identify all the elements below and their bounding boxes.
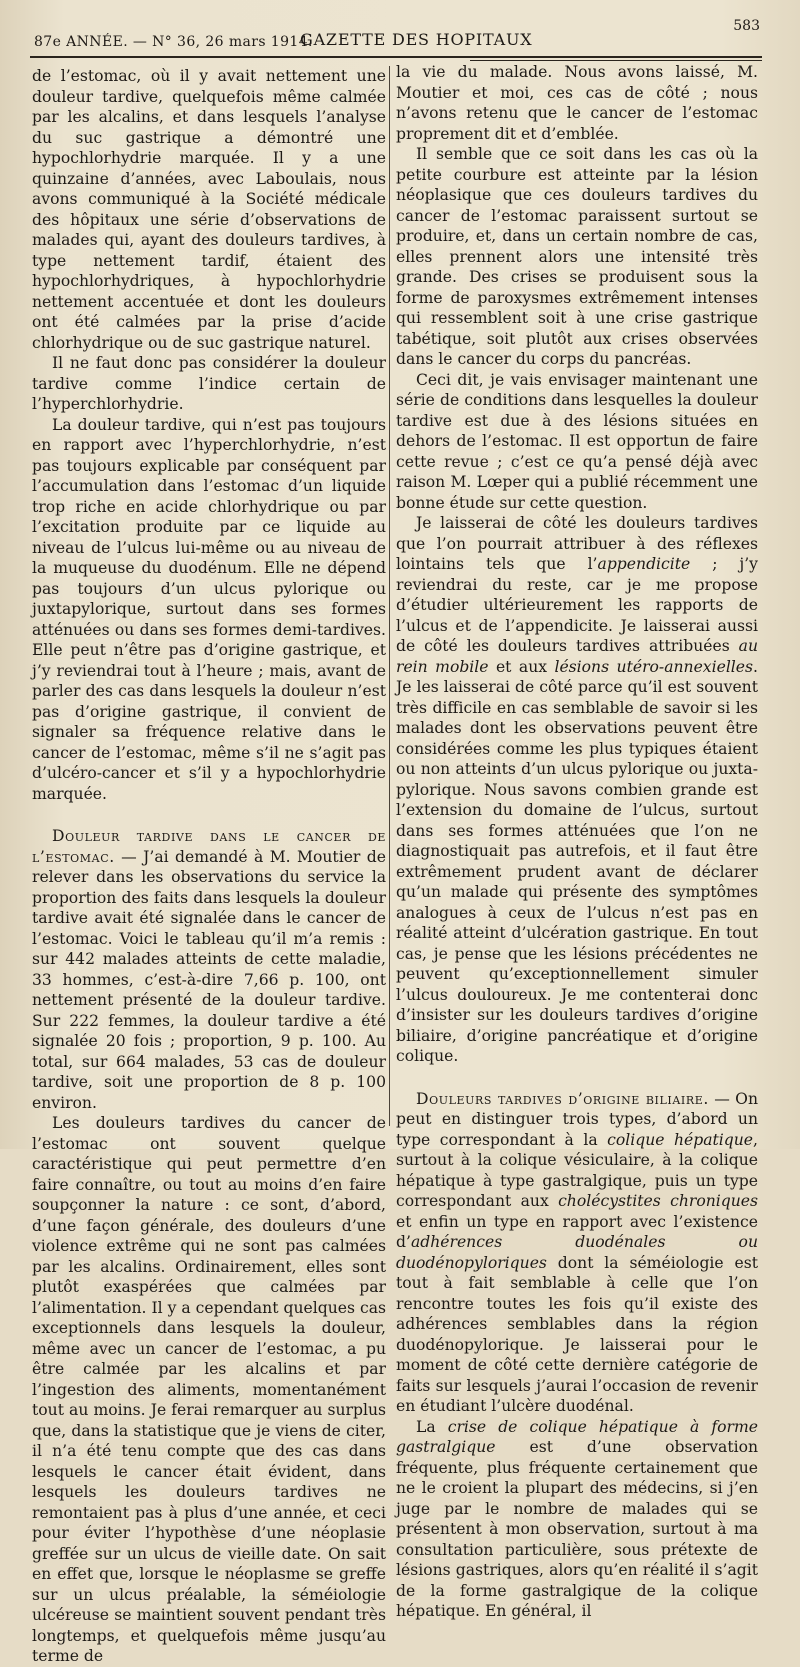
section-paragraph xyxy=(32,826,386,1113)
journal-title: GAZETTE DES HOPITAUX xyxy=(300,30,533,49)
paragraph: La douleur tardive, qui n’est pas toujours en rapport avec l’hyperchlorhydrie, n’est pas toujours explicable par conséquent par l’accumulation dans l’estomac d’un liquide trop riche en acide chlorhydrique ou par l’excitation produite par ce liquide au niveau de l’ulcus lui-même ou au niveau de la muqueuse du duodénum. Elle ne dépend pas toujours d’un ulcus pylorique ou juxtapylorique, surtout dans ses formes atténuées ou dans ses formes demi-tardives. Elle peut n’être pas d’origine gastrique, et j’y reviendrai tout à l’heure ; mais, avant de parler des cas dans lesquels la douleur n’est pas d’origine gastrique, il convient de signaler sa fréquence relative dans le cancer de l’estomac, même s’il ne s’agit pas d’ulcéro-cancer et s’il y a hypochlorhydrie marquée. xyxy=(32,415,386,803)
page-number: 583 xyxy=(733,18,760,34)
page-header xyxy=(30,18,760,54)
italic-term: au rein mobile xyxy=(396,637,758,676)
italic-term: adhérences duodénales ou duodénopyloriques xyxy=(396,1233,758,1272)
paragraph xyxy=(396,1417,758,1622)
section-heading: Douleurs tardives d’origine biliaire. xyxy=(416,1089,709,1108)
italic-term: cholécystites chroniques xyxy=(558,1192,758,1210)
paragraph-text: — J’ai demandé à M. Moutier de relever dans les observations du service la proportion des faits dans lesquels la douleur tardive avait été signalée dans le cancer de l’estomac. Voici le tableau qu’il m’a remis : sur 442 malades atteints de cette maladie, 33 hommes, c’est-à-dire 7,66 p. 100, ont nettement présenté de la douleur tardive. Sur 222 femmes, la douleur tardive a été signalée 20 fois ; proportion, 9 p. 100. Au total, sur 664 malades, 53 cas de douleur tardive, soit une proportion de 8 p. 100 environ. xyxy=(32,847,386,1112)
paragraph: Les douleurs tardives du cancer de l’estomac ont souvent quelque caractéristique qui peut permettre d’en faire connaître, ou tout au moins d’en faire soupçonner la nature : ce sont, d’abord, d’une façon générale, des douleurs d’une violence extrême qui ne sont pas calmées par les alcalins. Ordinairement, elles sont plutôt exaspérées que calmées par l’alimentation. Il y a cependant quelques cas exceptionnels dans lesquels la douleur, même avec un cancer de l’estomac, a pu être calmée par les alcalins et par l’ingestion des aliments, momentanément tout au moins. Je ferai remarquer au surplus que, dans la statistique que je viens de citer, il n’a été tenu compte que des cas dans lesquels le cancer était évident, dans lesquels les douleurs tardives ne remontaient pas à plus d’une année, et ceci pour éviter l’hypothèse d’une néoplasie greffée sur un ulcus de vieille date. On sait en effet que, lorsque le néoplasme se greffe sur un ulcus préalable, la séméiologie ulcéreuse se maintient souvent pendant très longtemps, et quelquefois même jusqu’au terme de xyxy=(32,1114,386,1665)
paragraph: de l’estomac, où il y avait nettement une douleur tardive, quelquefois même calmée par les alcalins, et dans lesquels l’analyse du suc gastrique a démontré une hypochlorhydrie marquée. Il y a une quinzaine d’années, avec Laboulais, nous avons communiqué à la Société médicale des hôpitaux une série d’observations de malades qui, ayant des douleurs tardives, à type nettement tardif, étaient des hypochlorhydriques, à hypochlorhydrie nettement accentuée et dont les douleurs ont été calmées par la prise d’acide chlorhydrique ou de suc gastrique naturel. xyxy=(32,67,386,352)
text-run: ; j’y reviendrai du reste, car je me propose d’étudier ultérieurement les rapports de l’ulcus et de l’appendicite. Je laisserai aussi de côté les douleurs tardives attribuées xyxy=(396,555,758,655)
text-run: . Je les laisserai de côté parce qu’il est souvent très difficile en cas semblable de savoir si les malades dont les observations peuvent être considérées comme les plus typiques étaient ou non atteints d’un ulcus pylorique ou juxta-pylorique. Nous savons combien grande est l’extension du domaine de l’ulcus, surtout dans ses formes atténuées que l’on ne diagnostiquait pas autrefois, et il faut être extrêmement prudent avant de déclarer qu’un malade qui présente des symptômes analogues à ceux de l’ulcus n’est pas en réalité atteint d’ulcération gastrique. En tout cas, je pense que les lésions précédentes ne peuvent qu’exceptionnellement simuler l’ulcus douloureux. Je me contenterai donc d’insister sur les douleurs tardives d’origine biliaire, d’origine pancréatique et d’origine colique. xyxy=(396,657,758,1065)
text-run: Je laisserai de côté les douleurs tardives que l’on pourrait attribuer à des réflexes lointains tels que l’ xyxy=(396,514,758,573)
italic-term: crise de colique hépatique à forme gastralgique xyxy=(396,1417,758,1456)
column-divider xyxy=(389,66,390,1126)
italic-term: colique hépatique xyxy=(607,1130,754,1149)
left-column xyxy=(32,66,386,1667)
text-run: est d’une observation fréquente, plus fréquente certainement que ne le croient la plupart des médecins, si j’en juge par le nombre de malades qui se présentent à mon observation, surtout à ma consultation particulière, sous prétexte de lésions gastriques, alors qu’en réalité il s’agit de la forme gastralgique de la colique hépatique. En général, il xyxy=(396,1438,758,1620)
text-run: , surtout à la colique vésiculaire, à la colique hépatique à type gastralgique, puis un type correspondant aux xyxy=(396,1130,758,1210)
header-rule-secondary xyxy=(470,60,762,61)
text-run: — On peut en distinguer trois types, d’abord un type correspondant à la xyxy=(396,1089,758,1149)
header-rule xyxy=(30,56,762,58)
paragraph xyxy=(396,513,758,1067)
text-run: La xyxy=(416,1417,448,1436)
italic-term: lésions utéro-annexielles xyxy=(554,657,754,676)
text-run: dont la séméiologie est tout à fait semblable à celle que l’on rencontre toutes les fois qu’il existe des adhérences semblables dans la région duodénopylorique. Je laisserai pour le moment de côté cette dernière catégorie de faits sur lesquels j’aurai l’occasion de revenir en étudiant l’ulcère duodénal. xyxy=(396,1253,758,1415)
paragraph: la vie du malade. Nous avons laissé, M. Moutier et moi, ces cas de côté ; nous n’avons retenu que le cancer de l’estomac proprement dit et d’emblée. xyxy=(396,63,758,143)
issue-line: 87e ANNÉE. — N° 36, 26 mars 1914. xyxy=(34,34,313,50)
section-heading: Douleur tardive dans le cancer de l’estomac. xyxy=(32,827,386,866)
right-column xyxy=(396,62,758,1622)
text-run: et enfin un type en rapport avec l’existence d’ xyxy=(396,1212,758,1251)
paragraph: Il semble que ce soit dans les cas où la petite courbure est atteinte par la lésion néoplasique que ces douleurs tardives du cancer de l’estomac paraissent surtout se produire, et, dans un certain nombre de cas, elles prennent alors une intensité très grande. Des crises se produisent sous la forme de paroxysmes extrêmement intenses qui ressemblent soit à une crise gastrique tabétique, soit plutôt aux crises observées dans le cancer du corps du pancréas. xyxy=(396,145,758,368)
text-run: et aux xyxy=(488,657,555,676)
paragraph: Ceci dit, je vais envisager maintenant une série de conditions dans lesquelles la douleur tardive est due à des lésions situées en dehors de l’estomac. Il est opportun de faire cette revue ; c’est ce qu’a pensé déjà avec raison M. Lœper qui a publié récemment une bonne étude sur cette question. xyxy=(396,370,758,512)
italic-term: appendicite xyxy=(597,555,691,573)
section-paragraph xyxy=(396,1089,758,1417)
paragraph: Il ne faut donc pas considérer la douleur tardive comme l’indice certain de l’hyperchlorhydrie. xyxy=(32,354,386,413)
